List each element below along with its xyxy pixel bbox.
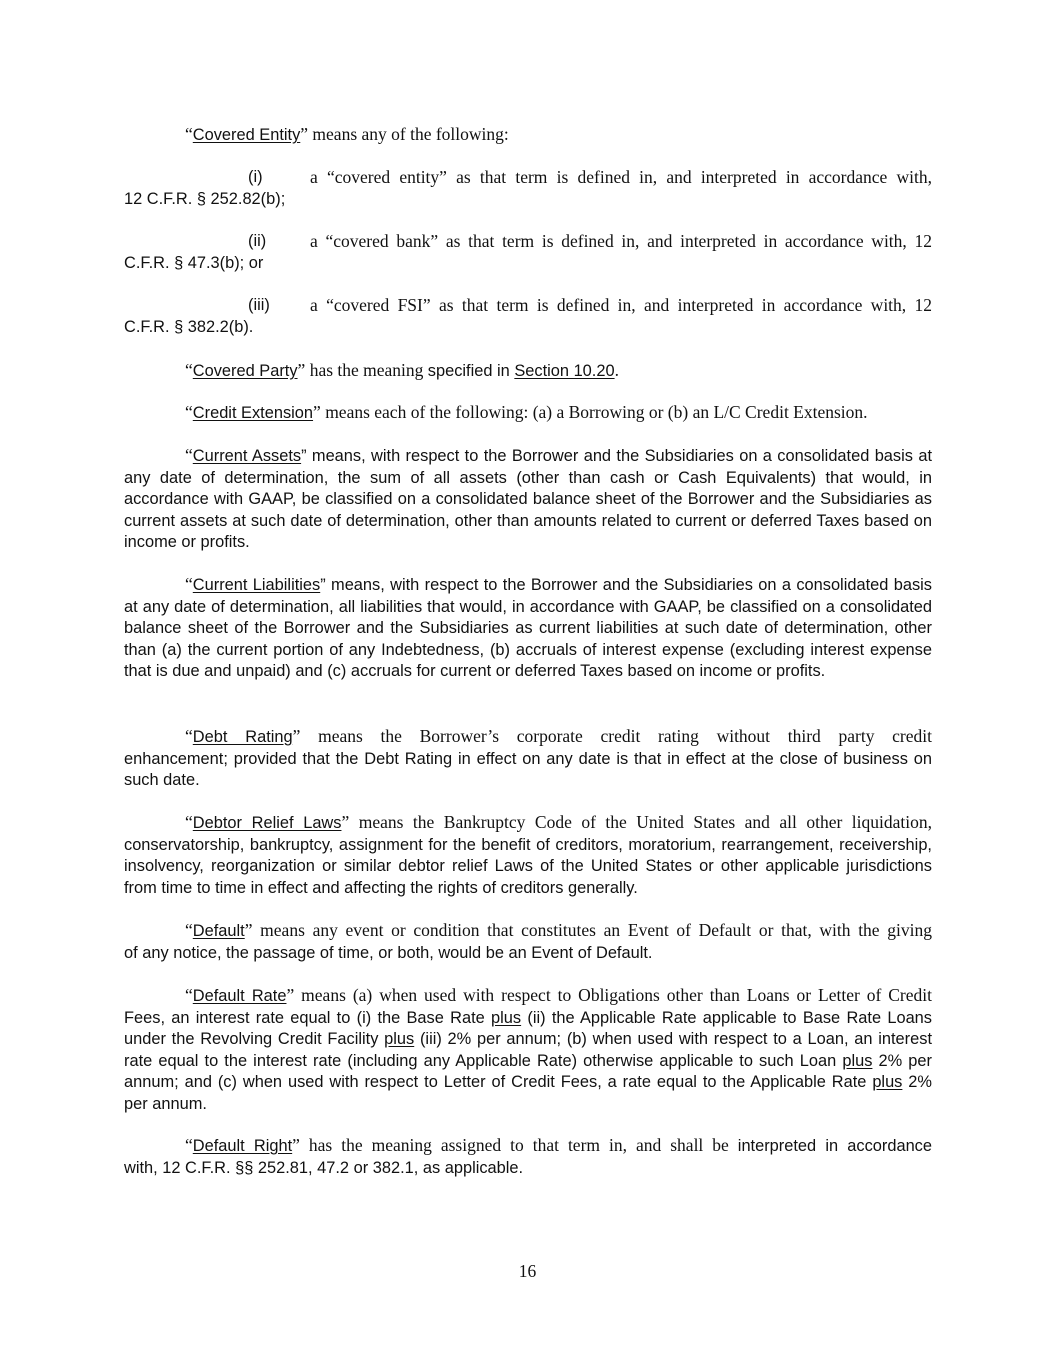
list-item: (iii) a “covered FSI” as that term is defined in, and interpreted in accordance with, 12 C.F.R. § 382.2(b). xyxy=(124,295,932,336)
section-reference: Section 10.20 xyxy=(514,362,615,380)
item-number: (iii) xyxy=(248,296,270,314)
defined-term: Debtor Relief Laws xyxy=(192,814,342,832)
defined-term: Current Assets xyxy=(192,447,302,465)
defined-term: Default Rate xyxy=(192,987,287,1005)
definition-covered-party: “Covered Party” has the meaning specified in Section 10.20. xyxy=(185,360,619,380)
definition-current-liabilities: “Current Liabilities” means, with respect to the Borrower and the Subsidiaries on a consolidated basis at any date of determination, all liabilities that would, in accordance with GAAP, be classified on a consolidated balance sheet of the Borrower and the Subsidiaries as current liabilities at such date of determination, other than (a) the current portion of any Indebtedness, (b) accruals of interest expense (excluding interest expense that is due and unpaid) and (c) accruals for current or deferred Taxes based on income or profits. xyxy=(124,574,932,681)
definition-debt-rating: “Debt Rating” means the Borrower’s corporate credit rating without third party credit enhancement; provided that the Debt Rating in effect on any date is that in effect at the close of business on such date. xyxy=(124,726,932,790)
defined-term: Debt Rating xyxy=(192,728,293,746)
defined-term: Current Liabilities xyxy=(192,576,321,594)
definition-default-right: “Default Right” has the meaning assigned to that term in, and shall be interpreted in accordance with, 12 C.F.R. §§ 252.81, 47.2 or 382.1, as applicable. xyxy=(124,1135,932,1177)
definition-default: “Default” means any event or condition that constitutes an Event of Default or that, with the giving of any notice, the passage of time, or both, would be an Event of Default. xyxy=(124,920,932,962)
page-number: 16 xyxy=(518,1261,537,1281)
item-number: (ii) xyxy=(248,232,267,250)
plus-term: plus xyxy=(384,1030,415,1049)
definition-current-assets: “Current Assets” means, with respect to the Borrower and the Subsidiaries on a consolidated basis at any date of determination, the sum of all assets (other than cash or Cash Equivalents) that would, in accordance with GAAP, be classified on a consolidated balance sheet of the Borrower and the Subsidiaries as current assets at such date of determination, other than amounts related to current or deferred Taxes based on income or profits. xyxy=(124,445,932,552)
list-item: (i) a “covered entity” as that term is defined in, and interpreted in accordance with, 12 C.F.R. § 252.82(b); xyxy=(124,167,932,208)
defined-term: Default xyxy=(192,922,245,940)
plus-term: plus xyxy=(842,1051,873,1070)
item-number: (i) xyxy=(248,168,263,186)
plus-term: plus xyxy=(872,1073,903,1092)
list-item: (ii) a “covered bank” as that term is defined in, and interpreted in accordance with, 12 C.F.R. § 47.3(b); or xyxy=(124,231,932,272)
defined-term: Credit Extension xyxy=(192,404,314,422)
definition-covered-entity: “Covered Entity” means any of the following: xyxy=(185,124,509,144)
definition-credit-extension: “Credit Extension” means each of the following: (a) a Borrowing or (b) an L/C Credit Extension. xyxy=(185,402,868,422)
defined-term: Default Right xyxy=(192,1137,293,1155)
defined-term: Covered Entity xyxy=(192,126,301,144)
defined-term: Covered Party xyxy=(192,362,298,380)
definition-default-rate: “Default Rate” means (a) when used with respect to Obligations other than Loans or Letter of Credit Fees, an interest rate equal to (i) the Base Rate plus (ii) the Applicable Rate applicable to Base Rate Loans under the Revolving Credit Facility plus (iii) 2% per annum; (b) when used with respect to a Loan, an interest rate equal to the interest rate (including any Applicable Rate) otherwise applicable to such Loan plus 2% per annum; and (c) when used with respect to Letter of Credit Fees, a rate equal to the Applicable Rate plus 2% per annum. xyxy=(124,985,932,1113)
plus-term: plus xyxy=(491,1008,522,1027)
definition-debtor-relief-laws: “Debtor Relief Laws” means the Bankruptcy Code of the United States and all other liquidation, conservatorship, bankruptcy, assignment for the benefit of creditors, moratorium, rearrangement, receivership, insolvency, reorganization or similar debtor relief Laws of the United States or other applicable jurisdictions from time to time in effect and affecting the rights of creditors generally. xyxy=(124,812,932,897)
